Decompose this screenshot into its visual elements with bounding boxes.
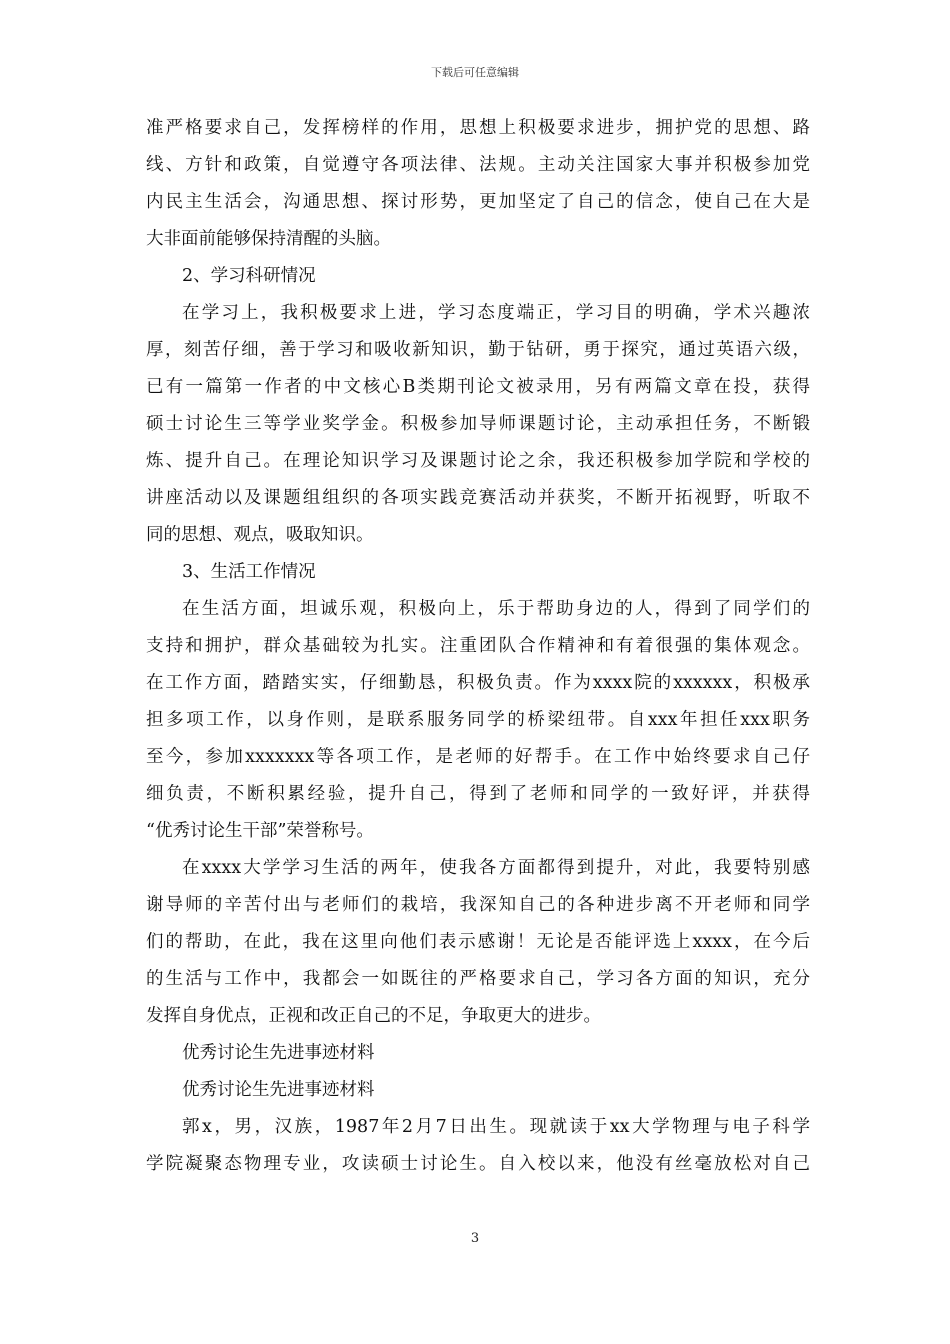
text-line: 内民主生活会，沟通思想、探讨形势，更加坚定了自己的信念，使自己在大是 — [146, 192, 810, 212]
text-line: 谢导师的辛苦付出与老师们的栽培，我深知自己的各种进步离不开老师和同学 — [146, 895, 810, 915]
text-line: 优秀讨论生先进事迹材料 — [182, 1080, 375, 1100]
text-line: 优秀讨论生先进事迹材料 — [182, 1043, 375, 1063]
text-line: 线、方针和政策，自觉遵守各项法律、法规。主动关注国家大事并积极参加党 — [146, 155, 810, 175]
text-line: 们的帮助，在此，我在这里向他们表示感谢！无论是否能评选上xxxx，在今后 — [146, 932, 810, 952]
document-body — [146, 110, 810, 1183]
text-line: “优秀讨论生干部”荣誉称号。 — [146, 821, 374, 841]
text-line: 学院凝聚态物理专业，攻读硕士讨论生。自入校以来，他没有丝毫放松对自己 — [146, 1154, 810, 1174]
text-line: 细负责，不断积累经验，提升自己，得到了老师和同学的一致好评，并获得 — [146, 784, 810, 804]
text-line: 已有一篇第一作者的中文核心B类期刊论文被录用，另有两篇文章在投，获得 — [146, 377, 810, 397]
page-number: 3 — [470, 1231, 480, 1246]
text-line: 在工作方面，踏踏实实，仔细勤恳，积极负责。作为xxxx院的xxxxxx，积极承 — [146, 673, 810, 693]
text-line: 担多项工作，以身作则，是联系服务同学的桥梁纽带。自xxx年担任xxx职务 — [146, 710, 810, 730]
text-line: 炼、提升自己。在理论知识学习及课题讨论之余，我还积极参加学院和学校的 — [146, 451, 810, 471]
text-line: 大非面前能够保持清醒的头脑。 — [146, 229, 391, 249]
text-line: 硕士讨论生三等学业奖学金。积极参加导师课题讨论，主动承担任务，不断锻 — [146, 414, 810, 434]
text-line: 厚，刻苦仔细，善于学习和吸收新知识，勤于钻研，勇于探究，通过英语六级， — [146, 340, 810, 360]
text-line: 至今，参加xxxxxxx等各项工作，是老师的好帮手。在工作中始终要求自己仔 — [146, 747, 810, 767]
text-line: 准严格要求自己，发挥榜样的作用，思想上积极要求进步，拥护党的思想、路 — [146, 118, 810, 138]
text-line: 在生活方面，坦诚乐观，积极向上，乐于帮助身边的人，得到了同学们的 — [182, 599, 810, 619]
text-line: 发挥自身优点，正视和改正自己的不足，争取更大的进步。 — [146, 1006, 601, 1026]
text-line: 同的思想、观点，吸取知识。 — [146, 525, 374, 545]
text-line: 在xxxx大学学习生活的两年，使我各方面都得到提升，对此，我要特别感 — [182, 858, 810, 878]
page-header: 下载后可任意编辑 — [431, 66, 519, 79]
text-line: 3、生活工作情况 — [182, 562, 316, 582]
text-line: 2、学习科研情况 — [182, 266, 316, 286]
text-line: 支持和拥护，群众基础较为扎实。注重团队合作精神和有着很强的集体观念。 — [146, 636, 810, 656]
text-line: 讲座活动以及课题组组织的各项实践竞赛活动并获奖，不断开拓视野，听取不 — [146, 488, 810, 508]
text-line: 的生活与工作中，我都会一如既往的严格要求自己，学习各方面的知识，充分 — [146, 969, 810, 989]
text-line: 在学习上，我积极要求上进，学习态度端正，学习目的明确，学术兴趣浓 — [182, 303, 810, 323]
text-line: 郭x，男，汉族，1987年2月7日出生。现就读于xx大学物理与电子科学 — [182, 1117, 810, 1137]
